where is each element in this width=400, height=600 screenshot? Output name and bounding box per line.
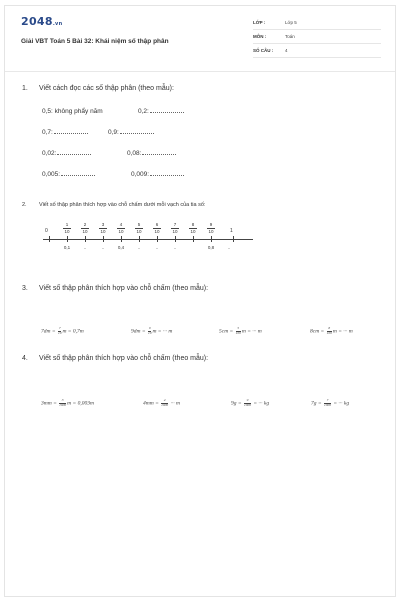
- tick: [233, 236, 234, 242]
- tick-answer[interactable]: ..: [173, 245, 177, 250]
- eq-rhs[interactable]: = ··· kg: [333, 400, 350, 407]
- numerator: 1: [65, 222, 69, 227]
- numerator: 7: [58, 326, 61, 330]
- math-fraction: [324, 399, 331, 407]
- tick-answer: 0,1: [63, 245, 71, 250]
- answer-item: [108, 129, 154, 136]
- math-fraction: [58, 327, 62, 335]
- numerator: 3: [61, 398, 64, 402]
- fraction-label: [80, 222, 90, 234]
- question-text: Viết số thập phân thích hợp vào chỗ chấm dưới mỗi vạch của tia số:: [39, 202, 206, 208]
- eq-lhs: 3mm =: [41, 400, 57, 407]
- denominator: 10: [118, 229, 124, 234]
- numerator: 5: [137, 222, 141, 227]
- tick: [49, 236, 50, 242]
- number-line: [43, 220, 253, 260]
- eq-rhs[interactable]: m = ··· m: [152, 328, 173, 335]
- meta-value: Lớp 5: [285, 20, 297, 25]
- meta-label: LỚP :: [253, 20, 266, 25]
- question-number: 2.: [22, 202, 27, 208]
- numerator: 8: [328, 326, 331, 330]
- eq-rhs: m = 0,003m: [67, 400, 94, 407]
- denominator: 10: [82, 229, 88, 234]
- numerator: 3: [101, 222, 105, 227]
- math-fraction: [327, 327, 332, 335]
- numerator: 7: [173, 222, 177, 227]
- blank-line[interactable]: [57, 150, 91, 155]
- math-fraction: [59, 399, 66, 407]
- tick-answer[interactable]: ..: [155, 245, 159, 250]
- eq-rhs[interactable]: m = ··· m: [241, 328, 262, 335]
- logo-suffix: .vn: [52, 21, 63, 27]
- numerator: 6: [155, 222, 159, 227]
- number-line-zero: 0: [45, 228, 48, 234]
- denominator: 1000: [323, 402, 331, 407]
- question-4-heading: [22, 355, 208, 362]
- numerator: 4: [163, 398, 166, 402]
- answer-item: [127, 150, 176, 157]
- logo-main: 2048: [21, 15, 53, 28]
- tick-answer[interactable]: ..: [83, 245, 87, 250]
- question-3-heading: [22, 285, 208, 292]
- eq-lhs: 5cm =: [219, 328, 234, 335]
- tick: [211, 236, 212, 242]
- tick: [139, 236, 140, 242]
- answer-item: [42, 171, 95, 178]
- answer-label: 0,9:: [108, 129, 119, 136]
- answer-label: 0,2:: [138, 108, 149, 115]
- tick: [175, 236, 176, 242]
- number-line-axis: [43, 239, 253, 240]
- blank-line[interactable]: [150, 171, 184, 176]
- numerator: 9: [209, 222, 213, 227]
- tick-answer: 0,8: [207, 245, 215, 250]
- question-text: Viết cách đọc các số thập phân (theo mẫu):: [39, 85, 174, 92]
- meta-value: 4: [285, 48, 288, 53]
- numerator: 9: [246, 398, 249, 402]
- equation: [219, 327, 262, 335]
- denominator: 1000: [161, 402, 169, 407]
- question-1-heading: [22, 85, 174, 92]
- denominator: 10: [100, 229, 106, 234]
- fraction-label: [152, 222, 162, 234]
- numerator: 2: [83, 222, 87, 227]
- meta-value: Toán: [285, 34, 295, 39]
- numerator: 7: [326, 398, 329, 402]
- worksheet: [4, 5, 396, 597]
- answer-item: [42, 129, 88, 136]
- answer-label: 0,009:: [131, 171, 150, 178]
- equation: [310, 327, 353, 335]
- math-fraction: [244, 399, 251, 407]
- tick-answer[interactable]: ..: [137, 245, 141, 250]
- eq-rhs[interactable]: m = ··· m: [332, 328, 353, 335]
- tick: [67, 236, 68, 242]
- header: [5, 6, 395, 66]
- meta-info: [253, 19, 381, 61]
- denominator: 10: [172, 229, 178, 234]
- eq-lhs: 7dm =: [41, 328, 56, 335]
- denominator: 10: [147, 330, 152, 335]
- tick: [85, 236, 86, 242]
- answer-item: [138, 108, 184, 115]
- equation: [311, 399, 349, 407]
- fraction-label: [62, 222, 72, 234]
- denominator: 1000: [59, 402, 67, 407]
- eq-rhs: m = 0,7m: [62, 328, 84, 335]
- blank-line[interactable]: [120, 129, 154, 134]
- site-logo[interactable]: [21, 15, 62, 28]
- math-fraction: [236, 327, 241, 335]
- tick-answer[interactable]: ..: [227, 245, 231, 250]
- eq-rhs[interactable]: ··· m: [170, 400, 181, 407]
- tick: [121, 236, 122, 242]
- denominator: 10: [190, 229, 196, 234]
- equation: [41, 327, 84, 335]
- question-number: 1.: [22, 85, 28, 92]
- number-line-one: 1: [230, 228, 233, 234]
- meta-label: MÔN :: [253, 34, 267, 39]
- equation: [231, 399, 269, 407]
- answer-item: [42, 150, 91, 157]
- fraction-label: [170, 222, 180, 234]
- denominator: 10: [136, 229, 142, 234]
- math-fraction: [161, 399, 168, 407]
- question-2-heading: [22, 202, 205, 208]
- denominator: 10: [64, 229, 70, 234]
- question-text: Viết số thập phân thích hợp vào chỗ chấm (theo mẫu):: [39, 285, 209, 292]
- numerator: 8: [191, 222, 195, 227]
- answer-item: [42, 108, 103, 115]
- fraction-label: [98, 222, 108, 234]
- numerator: 5: [237, 326, 240, 330]
- blank-line[interactable]: [142, 150, 176, 155]
- answer-label: 0,5: không phẩy năm: [42, 108, 103, 115]
- denominator: 1000: [243, 402, 251, 407]
- question-number: 3.: [22, 285, 28, 292]
- eq-lhs: 9dm =: [131, 328, 146, 335]
- answer-item: [131, 171, 184, 178]
- math-fraction: [148, 327, 152, 335]
- tick: [103, 236, 104, 242]
- eq-lhs: 4mm =: [143, 400, 159, 407]
- fraction-label: [188, 222, 198, 234]
- fraction-label: [134, 222, 144, 234]
- denominator: 100: [326, 330, 332, 335]
- tick: [193, 236, 194, 242]
- denominator: 10: [154, 229, 160, 234]
- answer-label: 0,7:: [42, 129, 53, 136]
- meta-row-subject: [253, 33, 381, 44]
- fraction-label: [116, 222, 126, 234]
- denominator: 10: [57, 330, 62, 335]
- eq-rhs[interactable]: = ··· kg: [253, 400, 270, 407]
- numerator: 9: [148, 326, 151, 330]
- meta-row-class: [253, 19, 381, 30]
- blank-line[interactable]: [150, 108, 184, 113]
- denominator: 10: [208, 229, 214, 234]
- question-text: Viết số thập phân thích hợp vào chỗ chấm (theo mẫu):: [39, 355, 209, 362]
- equation: [41, 399, 94, 407]
- tick-answer: 0,4: [117, 245, 125, 250]
- fraction-label: [206, 222, 216, 234]
- equation: [143, 399, 180, 407]
- answer-label: 0,02:: [42, 150, 57, 157]
- meta-row-count: [253, 47, 381, 58]
- question-number: 4.: [22, 355, 28, 362]
- eq-lhs: 9g =: [231, 400, 242, 407]
- header-divider: [5, 71, 395, 72]
- answer-label: 0,005:: [42, 171, 61, 178]
- numerator: 4: [119, 222, 123, 227]
- eq-lhs: 7g =: [311, 400, 322, 407]
- denominator: 100: [235, 330, 241, 335]
- eq-lhs: 8cm =: [310, 328, 325, 335]
- tick: [157, 236, 158, 242]
- blank-line[interactable]: [54, 129, 88, 134]
- blank-line[interactable]: [61, 171, 95, 176]
- answer-label: 0,08:: [127, 150, 142, 157]
- tick-answer[interactable]: ..: [101, 245, 105, 250]
- meta-label: SỐ CÂU :: [253, 48, 274, 53]
- equation: [131, 327, 172, 335]
- page-title: Giải VBT Toán 5 Bài 32: Khái niệm số thập phân: [21, 38, 169, 45]
